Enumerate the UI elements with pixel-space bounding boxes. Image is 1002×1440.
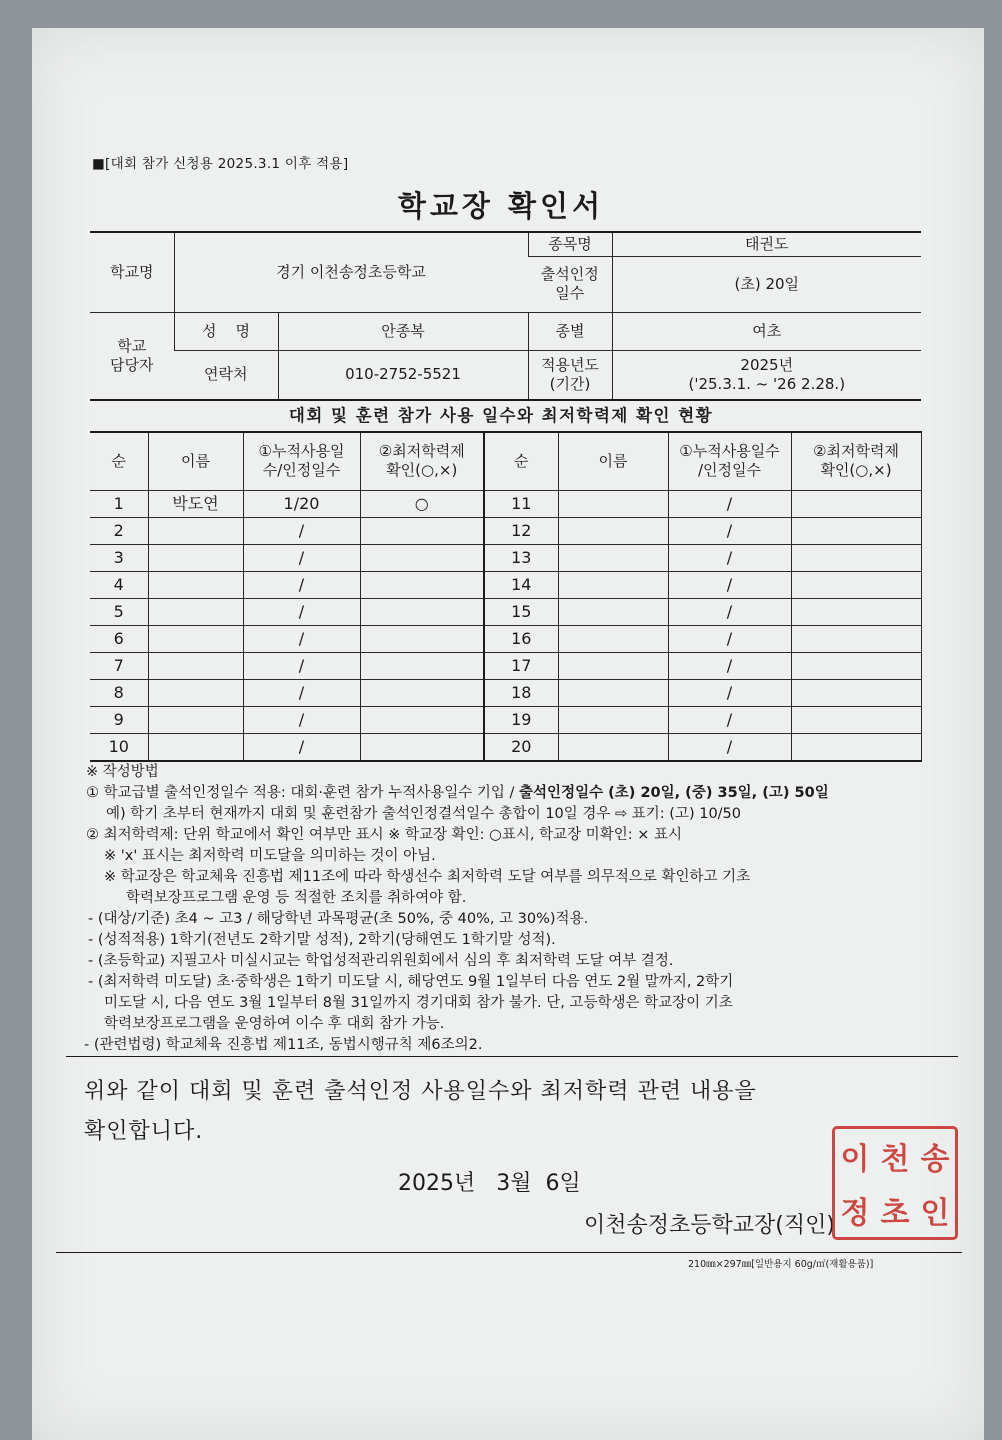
note-1-text: ① 학교급별 출석인정일수 적용: 대회·훈련 참가 누적사용일수 기입 / <box>86 785 520 801</box>
apply-period-value: ('25.3.1. ~ '26 2.28.) <box>688 374 846 393</box>
table-row <box>90 544 921 571</box>
row-name <box>148 571 243 598</box>
table-row <box>90 625 921 652</box>
row-days: / <box>243 679 360 706</box>
row-name-2 <box>558 490 668 517</box>
row-check <box>360 733 484 761</box>
row-check-2 <box>791 652 921 679</box>
row-days: / <box>243 517 360 544</box>
apply-year-cell <box>612 350 921 400</box>
row-number-2: 19 <box>484 706 558 733</box>
school-info-table <box>90 231 921 401</box>
row-check <box>360 679 484 706</box>
note-2-a: ※ 'x' 표시는 최저학력 미도달을 의미하는 것이 아님. <box>104 848 436 864</box>
row-name-2 <box>558 571 668 598</box>
row-number: 4 <box>90 571 148 598</box>
row-number: 1 <box>90 490 148 517</box>
row-days-2: / <box>668 598 791 625</box>
table-row <box>90 517 921 544</box>
row-check-2 <box>791 625 921 652</box>
category-value: 여초 <box>612 312 921 350</box>
principal-signature: 이천송정초등학교장(직인) <box>584 1213 835 1238</box>
table-row <box>90 490 921 517</box>
header-days: ①누적사용일 수/인정일수 <box>243 432 360 490</box>
contact-label: 연락처 <box>174 350 278 400</box>
header-no: 순 <box>90 432 148 490</box>
row-days: / <box>243 733 360 761</box>
row-check-2 <box>791 544 921 571</box>
row-number-2: 18 <box>484 679 558 706</box>
note-1-example: 예) 학기 초부터 현재까지 대회 및 훈련참가 출석인정결석일수 총합이 10일 경우 ⇨ 표기: (고) 10/50 <box>106 806 742 822</box>
apply-year-value: 2025년 <box>740 355 794 374</box>
row-check <box>360 571 484 598</box>
row-number: 3 <box>90 544 148 571</box>
header-no-2: 순 <box>484 432 558 490</box>
document-date: 2025년 3월 6일 <box>398 1171 581 1196</box>
detail-below-b: 미도달 시, 다음 연도 3월 1일부터 8월 31일까지 경기대회 참가 불가. 단, 고등학생은 학교장이 기초 <box>104 995 733 1011</box>
row-number-2: 17 <box>484 652 558 679</box>
row-days: / <box>243 598 360 625</box>
row-check <box>360 598 484 625</box>
row-name-2 <box>558 598 668 625</box>
detail-grade: - (성적적용) 1학기(전년도 2학기말 성적), 2학기(당해연도 1학기말 성적). <box>88 932 556 948</box>
document-title: 학교장 확인서 <box>397 189 605 223</box>
note-2: ② 최저학력제: 단위 학교에서 확인 여부만 표시 ※ 학교장 확인: ○표시, 학교장 미확인: × 표시 <box>86 827 682 843</box>
header-days-2: ①누적사용일수 /인정일수 <box>668 432 791 490</box>
row-check-2 <box>791 598 921 625</box>
row-days: / <box>243 544 360 571</box>
row-check <box>360 625 484 652</box>
row-days-2: / <box>668 490 791 517</box>
statement-line-1: 위와 같이 대회 및 훈련 출석인정 사용일수와 최저학력 관련 내용을 <box>84 1079 757 1104</box>
header-name: 이름 <box>148 432 243 490</box>
row-check <box>360 706 484 733</box>
row-check-2 <box>791 679 921 706</box>
statement-line-2: 확인합니다. <box>84 1119 204 1144</box>
section-title: 대회 및 훈련 참가 사용 일수와 최저학력제 확인 현황 <box>288 406 714 425</box>
row-days: / <box>243 625 360 652</box>
detail-target: - (대상/기준) 초4 ~ 고3 / 해당학년 과목평균(초 50%, 중 40%, 고 30%)적용. <box>88 911 589 927</box>
table-row <box>90 706 921 733</box>
row-number-2: 13 <box>484 544 558 571</box>
attendance-days-label: 출석인정 일수 <box>528 256 612 312</box>
table-row <box>90 598 921 625</box>
row-number: 5 <box>90 598 148 625</box>
row-check <box>360 652 484 679</box>
row-name-2 <box>558 679 668 706</box>
contact-value: 010-2752-5521 <box>278 350 528 400</box>
school-name-value: 경기 이천송정초등학교 <box>174 232 528 312</box>
row-days: 1/20 <box>243 490 360 517</box>
row-days: / <box>243 652 360 679</box>
row-number-2: 12 <box>484 517 558 544</box>
row-check <box>360 544 484 571</box>
row-name <box>148 517 243 544</box>
apply-year-label: 적용년도 (기간) <box>528 350 612 400</box>
row-name-2 <box>558 733 668 761</box>
confirmation-statement <box>84 1072 757 1152</box>
row-number: 2 <box>90 517 148 544</box>
row-days-2: / <box>668 544 791 571</box>
sport-label: 종목명 <box>528 232 612 256</box>
table-row <box>90 571 921 598</box>
row-name <box>148 544 243 571</box>
row-check-2 <box>791 571 921 598</box>
notes-heading: ※ 작성방법 <box>86 764 159 780</box>
row-days-2: / <box>668 652 791 679</box>
row-name <box>148 679 243 706</box>
note-1-bold: 출석인정일수 (초) 20일, (중) 35일, (고) 50일 <box>519 785 829 801</box>
athlete-list-table <box>90 431 922 762</box>
row-check-2 <box>791 490 921 517</box>
row-name-2 <box>558 544 668 571</box>
row-name-2 <box>558 517 668 544</box>
detail-below-a: - (최저학력 미도달) 초·중학생은 1학기 미도달 시, 해당연도 9월 1일부터 다음 연도 2월 말까지, 2학기 <box>88 974 734 990</box>
row-days-2: / <box>668 625 791 652</box>
row-number: 8 <box>90 679 148 706</box>
header-name-2: 이름 <box>558 432 668 490</box>
note-1 <box>86 783 829 804</box>
form-type-note: ■[대회 참가 신청용 2025.3.1 이후 적용] <box>92 156 349 172</box>
row-check-2 <box>791 706 921 733</box>
row-days-2: / <box>668 571 791 598</box>
row-check <box>360 517 484 544</box>
header-check: ②최저학력제 확인(○,×) <box>360 432 484 490</box>
row-name <box>148 733 243 761</box>
manager-name-label: 성 명 <box>174 312 278 350</box>
row-number-2: 11 <box>484 490 558 517</box>
row-number: 7 <box>90 652 148 679</box>
row-name <box>148 598 243 625</box>
note-2-b2: 학력보장프로그램 운영 등 적절한 조치를 취하여야 함. <box>126 890 467 906</box>
divider-top <box>66 1056 958 1057</box>
row-name: 박도연 <box>148 490 243 517</box>
attendance-days-value: (초) 20일 <box>612 256 921 312</box>
row-name <box>148 706 243 733</box>
sport-value: 태권도 <box>612 232 921 256</box>
school-name-label: 학교명 <box>90 232 174 312</box>
row-number: 6 <box>90 625 148 652</box>
row-number-2: 15 <box>484 598 558 625</box>
row-name <box>148 625 243 652</box>
table-row <box>90 652 921 679</box>
row-days-2: / <box>668 679 791 706</box>
row-days-2: / <box>668 733 791 761</box>
row-number-2: 16 <box>484 625 558 652</box>
header-check-2: ②최저학력제 확인(○,×) <box>791 432 921 490</box>
manager-name-value: 안종복 <box>278 312 528 350</box>
table-row <box>90 679 921 706</box>
row-check: ○ <box>360 490 484 517</box>
row-days-2: / <box>668 706 791 733</box>
row-days: / <box>243 571 360 598</box>
detail-elementary: - (초등학교) 지필고사 미실시교는 학업성적관리위원회에서 심의 후 최저학력 도달 여부 결정. <box>88 953 674 969</box>
detail-law: - (관련법령) 학교체육 진흥법 제11조, 동법시행규칙 제6조의2. <box>84 1037 483 1053</box>
row-number-2: 20 <box>484 733 558 761</box>
note-2-b1: ※ 학교장은 학교체육 진흥법 제11조에 따라 학생선수 최저학력 도달 여부를 의무적으로 확인하고 기초 <box>104 869 751 885</box>
school-manager-label: 학교 담당자 <box>90 312 174 400</box>
row-number: 9 <box>90 706 148 733</box>
official-seal: 이 천 송 정 초 인 <box>832 1126 958 1240</box>
row-check-2 <box>791 733 921 761</box>
row-number-2: 14 <box>484 571 558 598</box>
row-days-2: / <box>668 517 791 544</box>
category-label: 종별 <box>528 312 612 350</box>
divider-bottom <box>56 1252 962 1253</box>
table-row <box>90 733 921 761</box>
paper-spec: 210㎜×297㎜[일반용지 60g/㎡(재활용품)] <box>688 1259 874 1270</box>
row-name-2 <box>558 625 668 652</box>
row-number: 10 <box>90 733 148 761</box>
row-check-2 <box>791 517 921 544</box>
row-days: / <box>243 706 360 733</box>
row-name-2 <box>558 706 668 733</box>
detail-below-c: 학력보장프로그램을 운영하여 이수 후 대회 참가 가능. <box>104 1016 445 1032</box>
row-name-2 <box>558 652 668 679</box>
row-name <box>148 652 243 679</box>
